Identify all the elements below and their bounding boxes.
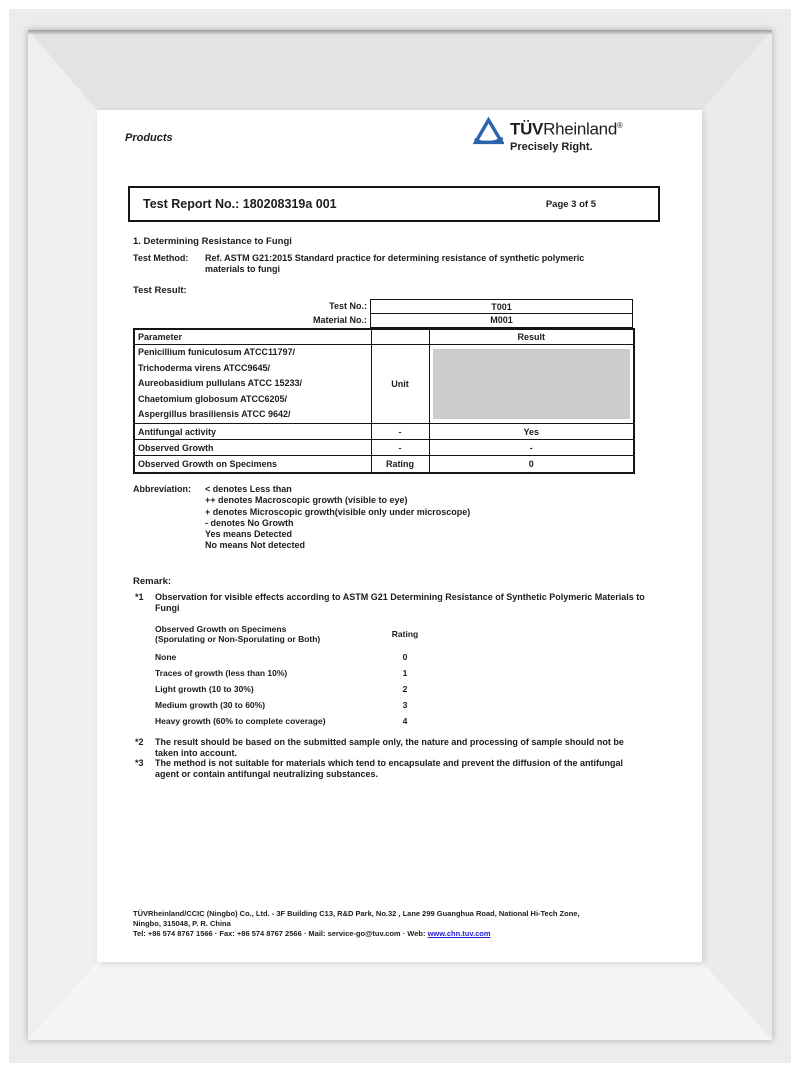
rating-row-label: Medium growth (30 to 60%) <box>155 700 266 710</box>
remark-label: Remark: <box>133 576 172 587</box>
remark-1-text: Observation for visible effects according to ASTM G21 Determining Resistance of Synthetic Polymeric Materials to Fungi <box>155 592 645 613</box>
website-link[interactable]: www.chn.tuv.com <box>427 928 491 938</box>
abbreviation-line: No means Not detected <box>205 540 306 551</box>
rating-table-header <box>155 624 485 644</box>
test-no-label: Test No.: <box>329 301 367 311</box>
report-number-bar <box>128 186 660 222</box>
organism-line: Chaetomium globosum ATCC6205/ <box>138 393 288 404</box>
rating-table-rows <box>155 649 485 729</box>
remark-1-marker: *1 <box>135 592 144 602</box>
organisms-row <box>134 345 634 424</box>
result-cell: Yes <box>429 424 634 440</box>
result-cell: 0 <box>429 456 634 474</box>
footer-address-line2: Ningbo, 315048, P. R. China <box>133 918 231 928</box>
param-cell: Antifungal activity <box>134 424 371 440</box>
result-table-header-row <box>134 329 634 345</box>
param-cell: Observed Growth on Specimens <box>134 456 371 474</box>
test-no-value: T001 <box>370 299 633 314</box>
rating-row <box>155 697 485 713</box>
table-row <box>134 440 634 456</box>
unit-cell: Unit <box>371 345 429 424</box>
frame-top-shadow <box>28 30 772 35</box>
remark-3-marker: *3 <box>135 758 144 768</box>
logo-text <box>510 116 623 153</box>
section-heading: 1. Determining Resistance to Fungi <box>133 236 292 247</box>
rating-row-value: 4 <box>402 716 408 726</box>
rating-row-value: 1 <box>402 668 408 678</box>
test-method-label: Test Method: <box>133 253 189 263</box>
unit-cell: Rating <box>371 456 429 474</box>
products-label: Products <box>125 132 173 144</box>
report-page <box>97 110 702 962</box>
footer-contact-line <box>133 929 580 939</box>
rating-row <box>155 681 485 697</box>
rating-row-value: 0 <box>402 652 408 662</box>
rating-growth-header <box>155 624 385 644</box>
registered-mark: ® <box>616 121 623 130</box>
unit-cell: - <box>371 440 429 456</box>
rating-row-label: Heavy growth (60% to complete coverage) <box>155 716 326 726</box>
result-header: Result <box>429 329 634 345</box>
organism-line: Trichoderma virens ATCC9645/ <box>138 362 271 373</box>
material-no-value: M001 <box>370 313 633 328</box>
tuv-rheinland-logo <box>473 116 623 153</box>
rating-row <box>155 713 485 729</box>
abbreviation-list <box>205 484 470 552</box>
rating-header: Rating <box>391 629 419 639</box>
rating-row-label: Traces of growth (less than 10%) <box>155 668 288 678</box>
rating-growth-header-line2: (Sporulating or Non-Sporulating or Both) <box>155 634 321 644</box>
param-cell: Observed Growth <box>134 440 371 456</box>
result-cell <box>429 345 634 424</box>
table-row <box>134 424 634 440</box>
table-row <box>134 456 634 474</box>
rating-row <box>155 649 485 665</box>
rating-row <box>155 665 485 681</box>
abbreviation-line: - denotes No Growth <box>205 517 294 528</box>
rating-growth-header-line1: Observed Growth on Specimens <box>155 624 287 634</box>
remark-3-text: The method is not suitable for materials which tend to encapsulate and prevent the diffusion of the antifungal agent or contain antifungal neutralizing substances. <box>155 758 624 779</box>
unit-cell: - <box>371 424 429 440</box>
logo-tagline: Precisely Right. <box>510 140 593 153</box>
rating-row-label: Light growth (10 to 30%) <box>155 684 254 694</box>
result-table <box>133 328 635 474</box>
footer-contact-text: Tel: +86 574 8767 1566 · Fax: +86 574 8767 2566 · Mail: service-go@tuv.com · Web: <box>133 928 426 938</box>
rating-reference-table <box>155 624 485 729</box>
logo-wordmark <box>510 116 623 139</box>
organism-line: Aureobasidium pullulans ATCC 15233/ <box>138 378 303 389</box>
organism-line: Penicillium funiculosum ATCC11797/ <box>138 347 296 358</box>
rating-row-value: 2 <box>402 684 408 694</box>
parameter-header: Parameter <box>134 329 371 345</box>
logo-tuv: TÜV <box>510 119 544 139</box>
material-no-row <box>133 313 633 328</box>
tuv-triangle-icon <box>473 116 504 149</box>
remark-2-text: The result should be based on the submitted sample only, the nature and processing of sample should not be taken into account. <box>155 737 624 758</box>
test-result-label: Test Result: <box>133 285 187 296</box>
footer <box>133 909 580 938</box>
sample-id-table <box>133 299 633 328</box>
abbreviation-line: + denotes Microscopic growth(visible only under microscope) <box>205 506 471 517</box>
abbreviation-line: ++ denotes Macroscopic growth (visible to eye) <box>205 495 408 506</box>
abbreviation-label: Abbreviation: <box>133 484 192 494</box>
organism-list <box>134 345 371 424</box>
redacted-result-box <box>433 349 631 419</box>
page-indicator: Page 3 of 5 <box>545 198 596 210</box>
logo-rheinland: Rheinland <box>543 119 617 139</box>
result-cell: - <box>429 440 634 456</box>
rating-row-value: 3 <box>402 700 408 710</box>
abbreviation-line: < denotes Less than <box>205 484 292 494</box>
organism-line: Aspergillus brasiliensis ATCC 9642/ <box>138 409 291 420</box>
abbreviation-line: Yes means Detected <box>205 529 293 540</box>
footer-address-line1: TÜVRheinland/CCIC (Ningbo) Co., Ltd. - 3F Building C13, R&D Park, No.32 , Lane 299 Guanghua Road, National Hi-Tech Zone, <box>133 909 580 918</box>
test-method-text: Ref. ASTM G21:2015 Standard practice for determining resistance of synthetic polymeric materials to fungi <box>205 253 585 274</box>
unit-header-empty <box>371 329 429 345</box>
remark-2-marker: *2 <box>135 737 144 747</box>
material-no-label: Material No.: <box>312 314 367 325</box>
rating-row-label: None <box>155 652 177 662</box>
report-number: Test Report No.: 180208319a 001 <box>143 197 337 211</box>
